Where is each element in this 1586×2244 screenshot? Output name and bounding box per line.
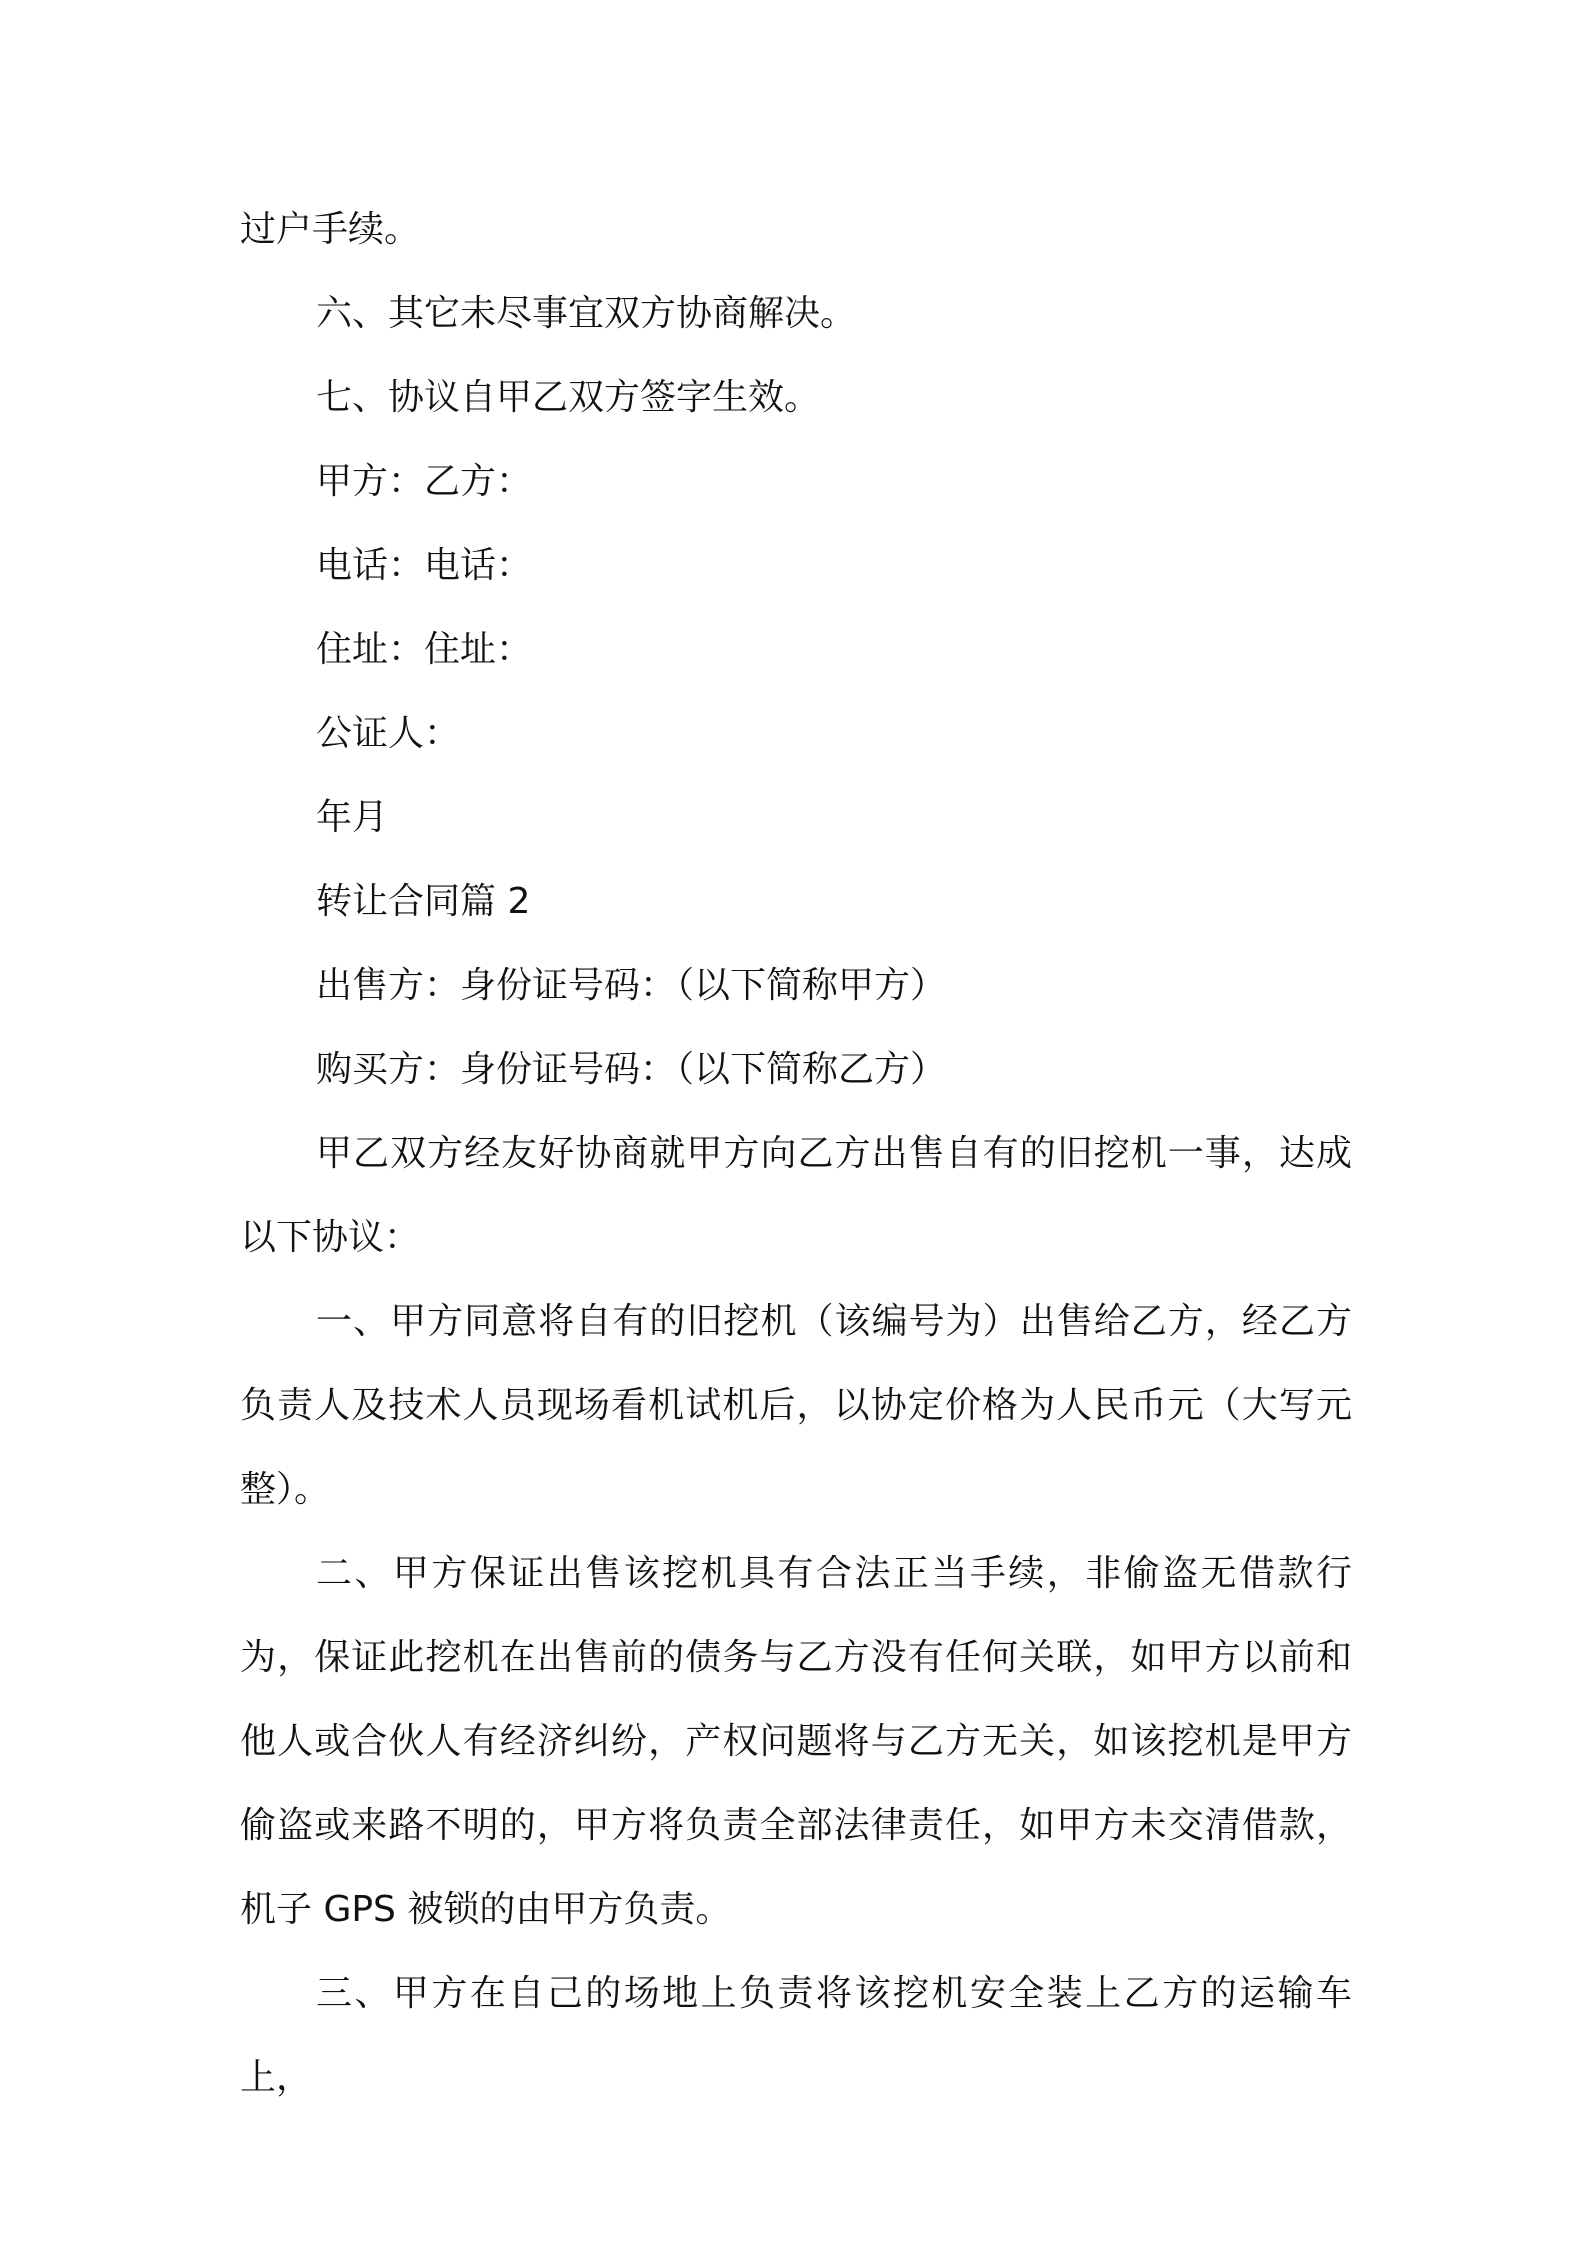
notary-line: 公证人： [316, 713, 461, 754]
document-body [240, 188, 1352, 2120]
clause-one: 一、甲方同意将自有的旧挖机（该编号为）出售给乙方，经乙方负责人及技术人员现场看机试机后，以协定价格为人民币元（大写元整）。 [240, 1301, 1352, 1510]
date-line: 年月 [316, 797, 389, 838]
party-signature-line: 甲方：乙方： [316, 461, 533, 502]
clause-three: 三、甲方在自己的场地上负责将该挖机安全装上乙方的运输车上， [240, 1973, 1352, 2098]
paragraph-transfer-procedures: 过户手续。 [240, 209, 421, 250]
address-line: 住址：住址： [316, 629, 533, 670]
buyer-line: 购买方：身份证号码：（以下简称乙方） [316, 1049, 947, 1090]
section-heading: 转让合同篇 2 [316, 881, 531, 922]
seller-line: 出售方：身份证号码：（以下简称甲方） [316, 965, 947, 1006]
clause-six: 六、其它未尽事宜双方协商解决。 [316, 293, 857, 334]
phone-line: 电话：电话： [316, 545, 533, 586]
agreement-intro: 甲乙双方经友好协商就甲方向乙方出售自有的旧挖机一事，达成以下协议： [240, 1133, 1352, 1258]
clause-two: 二、甲方保证出售该挖机具有合法正当手续，非偷盗无借款行为，保证此挖机在出售前的债务与乙方没有任何关联，如甲方以前和他人或合伙人有经济纠纷，产权问题将与乙方无关，如该挖机是甲方偷盗或来路不明的，甲方将负责全部法律责任，如甲方未交清借款，机子 GPS 被锁的由甲方负责。 [240, 1553, 1352, 1930]
clause-seven: 七、协议自甲乙双方签字生效。 [316, 377, 821, 418]
